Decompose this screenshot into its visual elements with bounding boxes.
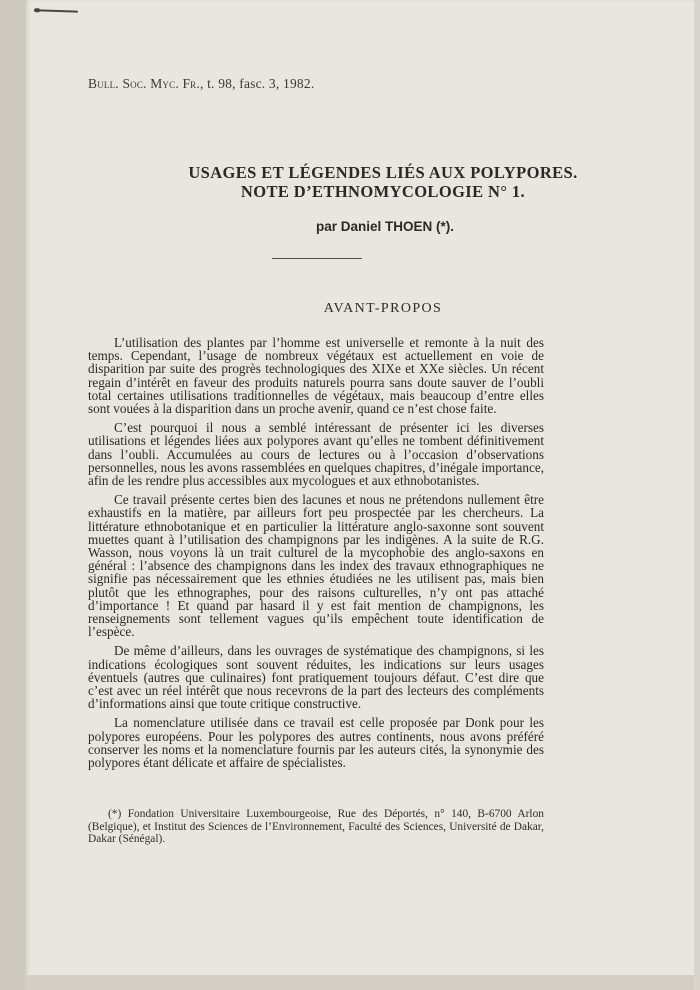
title-divider (272, 258, 362, 259)
article-title-line-1: USAGES ET LÉGENDES LIÉS AUX POLYPORES. (188, 163, 578, 182)
page-bottom-edge (26, 975, 694, 990)
author-line: par Daniel THOEN (*). (315, 219, 455, 234)
paragraph: Ce travail présente certes bien des lacunes et nous ne prétendons nullement être exhaustifs en la matière, par ailleurs fort peu prospectée par les chercheurs. La littérature ethnobotanique et en particulier la littérature anglo-saxonne sont souvent muettes quant à l’utilisation des champignons par les indigènes. A la suite de R.G. Wasson, nous voyons là un trait culturel de la mycophobie des anglo-saxons en général : l’absence des champignons dans les index des travaux ethnographiques ne signifie pas nécessairement que les ethnies étudiées ne les utilisent pas, mais bien plutôt que les ethnographes, pour des raisons culturelles, n’y ont pas attaché d’importance ! Et quand par hasard il y est fait mention de champignons, les renseignements sont tellement vagues qu’ils empêchent toute identification de l’espèce. (88, 492, 544, 640)
article-title-line-2: NOTE D’ETHNOMYCOLOGIE N° 1. (240, 182, 526, 201)
body-text (88, 336, 544, 769)
paragraph: De même d’ailleurs, dans les ouvrages de systématique des champignons, si les indications écologiques sont souvent réduites, les indications sur leurs usages éventuels (autres que culinaires) font pratiquement toujours défaut. C’est dire que c’est avec un réel intérêt que nous recevrons de la part des lecteurs des compléments d’informations ainsi que toute critique constructive. (88, 643, 544, 712)
journal-volume: , t. 98, fasc. 3, 1982. (199, 76, 315, 91)
page-left-edge (0, 0, 26, 990)
paragraph: L’utilisation des plantes par l’homme est universelle et remonte à la nuit des temps. Cependant, l’usage de nombreux végétaux est actuellement en voie de disparition par suite des progrès technologiques des XIXe et XXe siècles. Un récent regain d’intérêt en faveur des produits naturels pourra sans doute sauver de l’oubli total certaines utilisations traditionnelles de végétaux, mais beaucoup d’entre elles sont vouées à la disparition dans un proche avenir, quand ce n’est chose faite. (88, 335, 544, 417)
paragraph: C’est pourquoi il nous a semblé intéressant de présenter ici les diverses utilisations et légendes liées aux polypores avant qu’elles ne tombent définitivement dans l’oubli. Accumulées au cours de lectures ou à l’occasion d’observations personnelles, nous les avons rassemblées en quelques chapitres, d’inégale importance, afin de les rendre plus accessibles aux mycologues et aux ethnobotanistes. (88, 420, 544, 489)
paragraph: La nomenclature utilisée dans ce travail est celle proposée par Donk pour les polypores européens. Pour les polypores des autres continents, nous avons préféré conserver les noms et la nomenclature fournis par les auteurs cités, la synonymie des polypores étant délicate et affaire de spécialistes. (88, 715, 544, 771)
journal-header (88, 76, 314, 92)
journal-name: Bull. Soc. Myc. Fr. (88, 76, 200, 91)
footnote-text: (*) Fondation Universitaire Luxembourgeoise, Rue des Déportés, n° 140, B-6700 Arlon (Belgique), et Institut des Sciences de l’Environnement, Faculté des Sciences, Université de Dakar, Dakar (Sénégal). (88, 808, 544, 846)
footnote (88, 808, 544, 846)
section-heading: AVANT-PROPOS (323, 301, 443, 316)
